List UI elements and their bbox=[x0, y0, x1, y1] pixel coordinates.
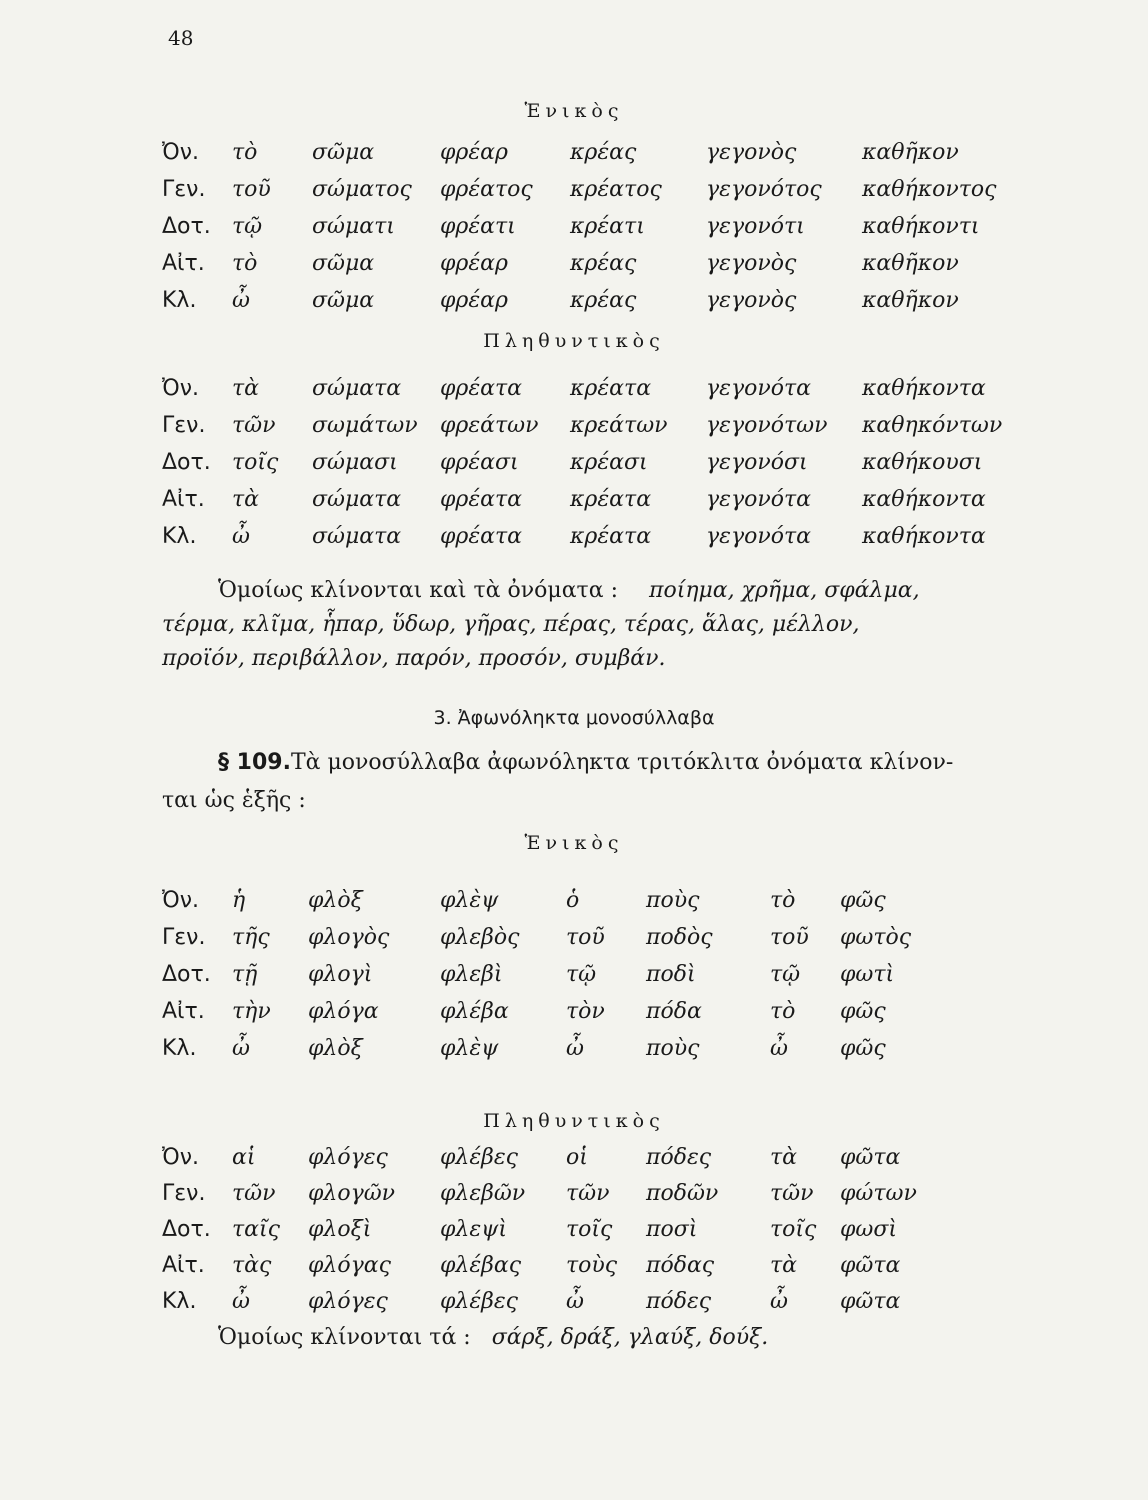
cell-case: Κλ. bbox=[162, 524, 197, 549]
cell-article: ὦ bbox=[232, 524, 250, 549]
cell-frear: φρέατι bbox=[440, 214, 516, 239]
cell-soma: σώμασι bbox=[312, 450, 398, 475]
cell-kathikon: καθήκοντος bbox=[862, 177, 997, 202]
cell-article1: τῶν bbox=[232, 1181, 276, 1206]
cell-article1: τὰς bbox=[232, 1253, 272, 1278]
cell-article1: ταῖς bbox=[232, 1217, 280, 1242]
cell-article: τὰ bbox=[232, 376, 260, 401]
cell-kathikon: καθῆκον bbox=[862, 140, 959, 165]
declension-row bbox=[0, 1036, 1148, 1068]
cell-article2: τοῦ bbox=[566, 925, 605, 950]
cell-case: Αἰτ. bbox=[162, 487, 205, 512]
cell-flox: φλοξὶ bbox=[308, 1217, 372, 1242]
cell-gegonos: γεγονότι bbox=[706, 214, 805, 239]
cell-case: Αἰτ. bbox=[162, 1253, 205, 1278]
para1-words: ποίημα, χρῆμα, σφάλμα, bbox=[649, 578, 920, 603]
cell-article2: τὸν bbox=[566, 999, 605, 1024]
cell-pous: πόδας bbox=[646, 1253, 715, 1278]
cell-kathikon: καθήκουσι bbox=[862, 450, 983, 475]
cell-article: τῷ bbox=[232, 214, 263, 239]
cell-case: Ὀν. bbox=[162, 140, 199, 165]
cell-gegonos: γεγονὸς bbox=[706, 251, 797, 276]
cell-flox: φλὸξ bbox=[308, 888, 363, 913]
declension-row bbox=[0, 888, 1148, 920]
cell-article1: τῇ bbox=[232, 962, 258, 987]
declension-row bbox=[0, 999, 1148, 1031]
cell-frear: φρέαρ bbox=[440, 288, 508, 313]
table1-singular-heading: Ἑνικὸς bbox=[524, 100, 624, 122]
cell-gegonos: γεγονότων bbox=[706, 413, 828, 438]
cell-pous: ποὺς bbox=[646, 888, 700, 913]
declension-row bbox=[0, 177, 1148, 209]
declension-row bbox=[0, 140, 1148, 172]
cell-kreas: κρέας bbox=[570, 288, 637, 313]
cell-fleps: φλὲψ bbox=[440, 1036, 499, 1061]
para1-line3: προϊόν, περιβάλλον, παρόν, προσόν, συμβάν. bbox=[162, 646, 666, 671]
declension-row bbox=[0, 376, 1148, 408]
para2-words: σάρξ, δράξ, γλαύξ, δούξ. bbox=[491, 1325, 769, 1350]
cell-fleps: φλέβας bbox=[440, 1253, 522, 1278]
cell-frear: φρεάτων bbox=[440, 413, 539, 438]
cell-frear: φρέατα bbox=[440, 524, 523, 549]
cell-case: Γεν. bbox=[162, 177, 206, 202]
section-paragraph bbox=[218, 750, 953, 775]
cell-flox: φλόγας bbox=[308, 1253, 391, 1278]
cell-case: Αἰτ. bbox=[162, 999, 205, 1024]
table2-plural-heading: Πληθυντικὸς bbox=[483, 1110, 665, 1132]
cell-fleps: φλέβες bbox=[440, 1145, 518, 1170]
cell-gegonos: γεγονότα bbox=[706, 376, 811, 401]
cell-fleps: φλεβὶ bbox=[440, 962, 503, 987]
cell-article3: ὦ bbox=[770, 1036, 788, 1061]
cell-frear: φρέατος bbox=[440, 177, 533, 202]
cell-frear: φρέατα bbox=[440, 376, 523, 401]
cell-article2: τῷ bbox=[566, 962, 597, 987]
cell-article: ὦ bbox=[232, 288, 250, 313]
cell-case: Δοτ. bbox=[162, 214, 211, 239]
declension-row bbox=[0, 251, 1148, 283]
cell-case: Γεν. bbox=[162, 925, 206, 950]
cell-soma: σώματα bbox=[312, 487, 402, 512]
cell-article3: τὰ bbox=[770, 1253, 798, 1278]
cell-article: τοῦ bbox=[232, 177, 271, 202]
cell-fos: φῶτα bbox=[840, 1145, 901, 1170]
cell-pous: ποδὶ bbox=[646, 962, 696, 987]
cell-article2: τῶν bbox=[566, 1181, 610, 1206]
para1-line2: τέρμα, κλῖμα, ἧπαρ, ὕδωρ, γῆρας, πέρας, τέρας, ἅλας, μέλλον, bbox=[162, 612, 860, 637]
cell-kathikon: καθήκοντα bbox=[862, 487, 986, 512]
cell-fos: φῶς bbox=[840, 1036, 886, 1061]
paragraph2 bbox=[218, 1325, 768, 1350]
cell-kathikon: καθήκοντι bbox=[862, 214, 980, 239]
cell-case: Ὀν. bbox=[162, 1145, 199, 1170]
cell-soma: σώματι bbox=[312, 214, 395, 239]
cell-kathikon: καθήκοντα bbox=[862, 376, 986, 401]
cell-case: Γεν. bbox=[162, 413, 206, 438]
cell-article: τὰ bbox=[232, 487, 260, 512]
declension-row bbox=[0, 450, 1148, 482]
cell-soma: σῶμα bbox=[312, 140, 375, 165]
cell-case: Ὀν. bbox=[162, 888, 199, 913]
cell-gegonos: γεγονὸς bbox=[706, 140, 797, 165]
cell-kathikon: καθήκοντα bbox=[862, 524, 986, 549]
cell-pous: ποδὸς bbox=[646, 925, 713, 950]
cell-flox: φλογῶν bbox=[308, 1181, 396, 1206]
cell-article2: τοῖς bbox=[566, 1217, 613, 1242]
cell-pous: ποδῶν bbox=[646, 1181, 719, 1206]
cell-article1: ἡ bbox=[232, 888, 246, 913]
cell-article: τοῖς bbox=[232, 450, 279, 475]
cell-case: Αἰτ. bbox=[162, 251, 205, 276]
cell-fos: φῶς bbox=[840, 888, 886, 913]
cell-soma: σῶμα bbox=[312, 251, 375, 276]
cell-kreas: κρέατα bbox=[570, 524, 652, 549]
cell-fleps: φλεβὸς bbox=[440, 925, 520, 950]
cell-kathikon: καθηκόντων bbox=[862, 413, 1003, 438]
cell-fos: φωτὸς bbox=[840, 925, 912, 950]
cell-article3: τὰ bbox=[770, 1145, 798, 1170]
declension-row bbox=[0, 1181, 1148, 1213]
cell-fos: φώτων bbox=[840, 1181, 917, 1206]
cell-article1: αἱ bbox=[232, 1145, 256, 1170]
page-number: 48 bbox=[168, 26, 194, 50]
cell-kreas: κρεάτων bbox=[570, 413, 668, 438]
cell-soma: σώματα bbox=[312, 376, 402, 401]
cell-article2: τοὺς bbox=[566, 1253, 618, 1278]
section-title: 3. Ἀφωνόληκτα μονοσύλλαβα bbox=[433, 707, 715, 729]
cell-fleps: φλεψὶ bbox=[440, 1217, 508, 1242]
cell-kathikon: καθῆκον bbox=[862, 288, 959, 313]
section-text-line2: ται ὡς ἑξῆς : bbox=[162, 788, 306, 813]
cell-article: τὸ bbox=[232, 251, 258, 276]
cell-case: Κλ. bbox=[162, 1289, 197, 1314]
cell-pous: πόδα bbox=[646, 999, 702, 1024]
declension-row bbox=[0, 288, 1148, 320]
cell-soma: σώματα bbox=[312, 524, 402, 549]
cell-article3: τὸ bbox=[770, 999, 796, 1024]
cell-article1: ὦ bbox=[232, 1036, 250, 1061]
cell-pous: πόδες bbox=[646, 1289, 712, 1314]
declension-row bbox=[0, 214, 1148, 246]
cell-article3: ὦ bbox=[770, 1289, 788, 1314]
cell-case: Ὀν. bbox=[162, 376, 199, 401]
cell-article: τὸ bbox=[232, 140, 258, 165]
cell-fos: φῶτα bbox=[840, 1289, 901, 1314]
para1-intro: Ὁμοίως κλίνονται καὶ τὰ ὀνόματα : bbox=[218, 578, 618, 603]
cell-gegonos: γεγονὸς bbox=[706, 288, 797, 313]
cell-flox: φλόγα bbox=[308, 999, 379, 1024]
declension-row bbox=[0, 1217, 1148, 1249]
declension-row bbox=[0, 1289, 1148, 1321]
cell-soma: σώματος bbox=[312, 177, 412, 202]
cell-flox: φλογὶ bbox=[308, 962, 373, 987]
cell-kreas: κρέασι bbox=[570, 450, 648, 475]
cell-article2: ὁ bbox=[566, 888, 580, 913]
cell-case: Κλ. bbox=[162, 288, 197, 313]
declension-row bbox=[0, 487, 1148, 519]
cell-gegonos: γεγονότα bbox=[706, 524, 811, 549]
cell-frear: φρέαρ bbox=[440, 140, 508, 165]
paragraph-similar-declension bbox=[218, 578, 920, 603]
cell-gegonos: γεγονόσι bbox=[706, 450, 808, 475]
declension-row bbox=[0, 1145, 1148, 1177]
cell-flox: φλόγες bbox=[308, 1289, 388, 1314]
cell-frear: φρέασι bbox=[440, 450, 519, 475]
cell-fos: φωτὶ bbox=[840, 962, 895, 987]
cell-case: Δοτ. bbox=[162, 1217, 211, 1242]
cell-article3: τὸ bbox=[770, 888, 796, 913]
table1-plural-heading: Πληθυντικὸς bbox=[483, 330, 665, 352]
cell-article1: τῆς bbox=[232, 925, 270, 950]
cell-flox: φλὸξ bbox=[308, 1036, 363, 1061]
cell-kreas: κρέατος bbox=[570, 177, 662, 202]
cell-case: Δοτ. bbox=[162, 962, 211, 987]
table2-singular-heading: Ἑνικὸς bbox=[524, 832, 624, 854]
cell-case: Γεν. bbox=[162, 1181, 206, 1206]
declension-row bbox=[0, 925, 1148, 957]
cell-article1: ὦ bbox=[232, 1289, 250, 1314]
section-number: § 109. bbox=[218, 750, 291, 775]
cell-frear: φρέαρ bbox=[440, 251, 508, 276]
cell-kreas: κρέατα bbox=[570, 376, 652, 401]
cell-kreas: κρέατι bbox=[570, 214, 645, 239]
cell-article2: ὦ bbox=[566, 1036, 584, 1061]
cell-case: Δοτ. bbox=[162, 450, 211, 475]
cell-article3: τοῦ bbox=[770, 925, 809, 950]
declension-row bbox=[0, 1253, 1148, 1285]
cell-fleps: φλὲψ bbox=[440, 888, 499, 913]
cell-article2: ὦ bbox=[566, 1289, 584, 1314]
cell-article3: τῶν bbox=[770, 1181, 814, 1206]
para2-intro: Ὁμοίως κλίνονται τά : bbox=[218, 1325, 471, 1350]
cell-fleps: φλέβες bbox=[440, 1289, 518, 1314]
cell-article3: τῷ bbox=[770, 962, 801, 987]
declension-row bbox=[0, 524, 1148, 556]
cell-kreas: κρέατα bbox=[570, 487, 652, 512]
cell-gegonos: γεγονότα bbox=[706, 487, 811, 512]
cell-flox: φλόγες bbox=[308, 1145, 388, 1170]
cell-fos: φῶς bbox=[840, 999, 886, 1024]
cell-kreas: κρέας bbox=[570, 251, 637, 276]
cell-article: τῶν bbox=[232, 413, 276, 438]
cell-frear: φρέατα bbox=[440, 487, 523, 512]
cell-article3: τοῖς bbox=[770, 1217, 817, 1242]
declension-row bbox=[0, 413, 1148, 445]
cell-pous: ποσὶ bbox=[646, 1217, 698, 1242]
cell-flox: φλογὸς bbox=[308, 925, 390, 950]
cell-gegonos: γεγονότος bbox=[706, 177, 822, 202]
cell-kreas: κρέας bbox=[570, 140, 637, 165]
cell-pous: ποὺς bbox=[646, 1036, 700, 1061]
cell-kathikon: καθῆκον bbox=[862, 251, 959, 276]
cell-article1: τὴν bbox=[232, 999, 271, 1024]
cell-soma: σῶμα bbox=[312, 288, 375, 313]
cell-pous: πόδες bbox=[646, 1145, 712, 1170]
cell-article2: οἱ bbox=[566, 1145, 588, 1170]
cell-fos: φωσὶ bbox=[840, 1217, 897, 1242]
cell-fos: φῶτα bbox=[840, 1253, 901, 1278]
cell-soma: σωμάτων bbox=[312, 413, 418, 438]
cell-fleps: φλέβα bbox=[440, 999, 509, 1024]
cell-fleps: φλεβῶν bbox=[440, 1181, 526, 1206]
cell-case: Κλ. bbox=[162, 1036, 197, 1061]
declension-row bbox=[0, 962, 1148, 994]
section-text-line1: Τὰ μονοσύλλαβα ἀφωνόληκτα τριτόκλιτα ὀνόματα κλίνον- bbox=[290, 750, 954, 775]
